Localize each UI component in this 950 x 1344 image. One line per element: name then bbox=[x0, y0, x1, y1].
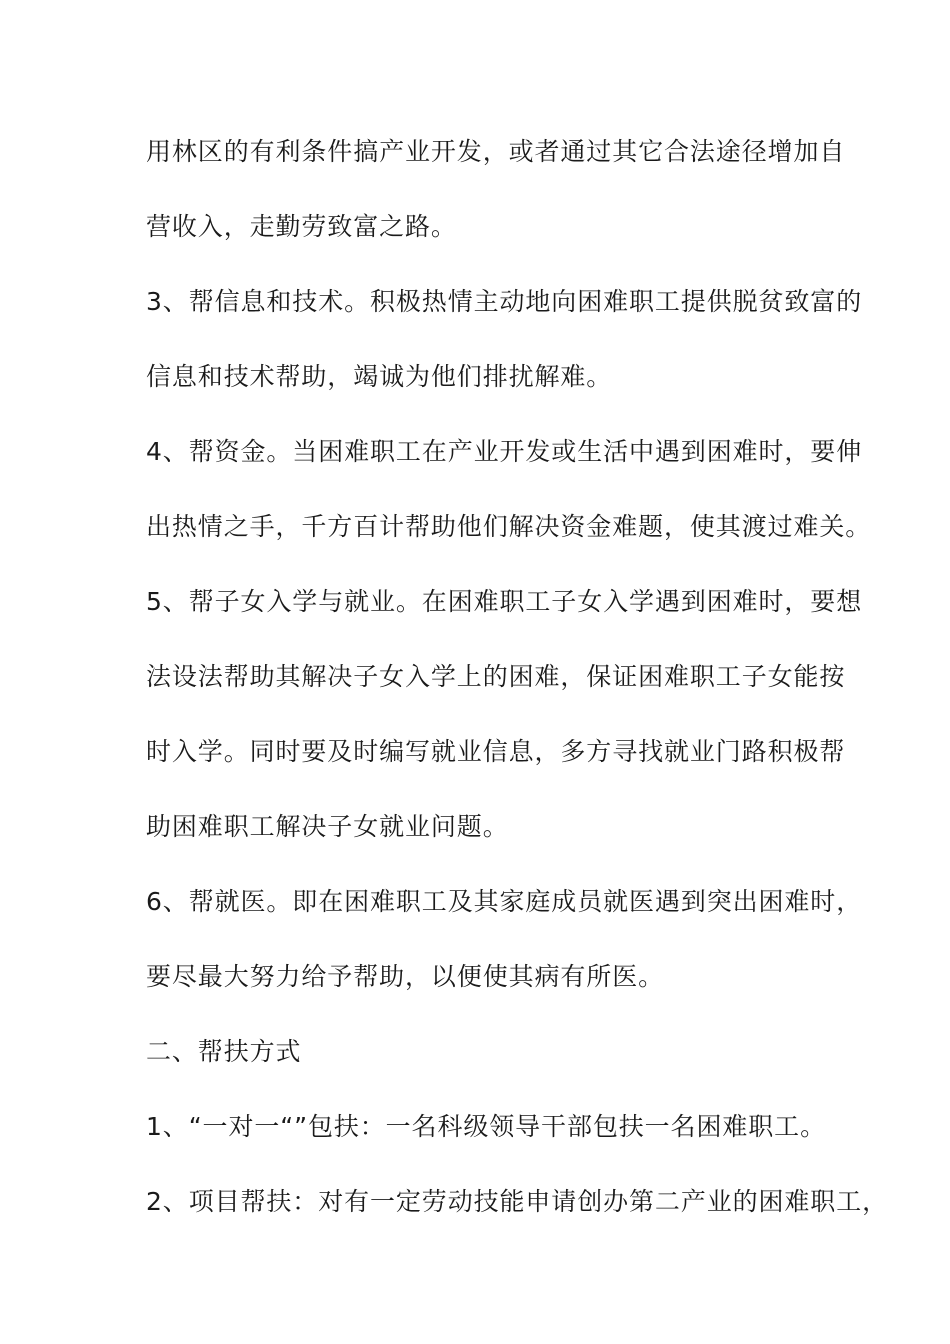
paragraph-line: 6、帮就医。即在困难职工及其家庭成员就医遇到突出困难时， bbox=[146, 887, 863, 916]
paragraph-line: 营收入，走勤劳致富之路。 bbox=[146, 212, 457, 241]
section-heading: 二、帮扶方式 bbox=[146, 1037, 302, 1066]
paragraph-line: 信息和技术帮助，竭诚为他们排扰解难。 bbox=[146, 362, 613, 391]
paragraph-line: 1、“一对一“”包扶：一名科级领导干部包扶一名困难职工。 bbox=[146, 1112, 826, 1141]
paragraph-line: 4、帮资金。当困难职工在产业开发或生活中遇到困难时，要伸 bbox=[146, 437, 863, 466]
paragraph-line: 法设法帮助其解决子女入学上的困难，保证困难职工子女能按 bbox=[146, 662, 846, 691]
paragraph-line: 2、项目帮扶：对有一定劳动技能申请创办第二产业的困难职工， bbox=[146, 1187, 889, 1216]
paragraph-line: 5、帮子女入学与就业。在困难职工子女入学遇到困难时，要想 bbox=[146, 587, 863, 616]
paragraph-line: 时入学。同时要及时编写就业信息，多方寻找就业门路积极帮 bbox=[146, 737, 846, 766]
paragraph-line: 3、帮信息和技术。积极热情主动地向困难职工提供脱贫致富的 bbox=[146, 287, 863, 316]
paragraph-line: 助困难职工解决子女就业问题。 bbox=[146, 812, 509, 841]
paragraph-line: 要尽最大努力给予帮助，以便使其病有所医。 bbox=[146, 962, 665, 991]
paragraph-line: 出热情之手，千方百计帮助他们解决资金难题，使其渡过难关。 bbox=[146, 512, 872, 541]
paragraph-line: 用林区的有利条件搞产业开发，或者通过其它合法途径增加自 bbox=[146, 137, 846, 166]
